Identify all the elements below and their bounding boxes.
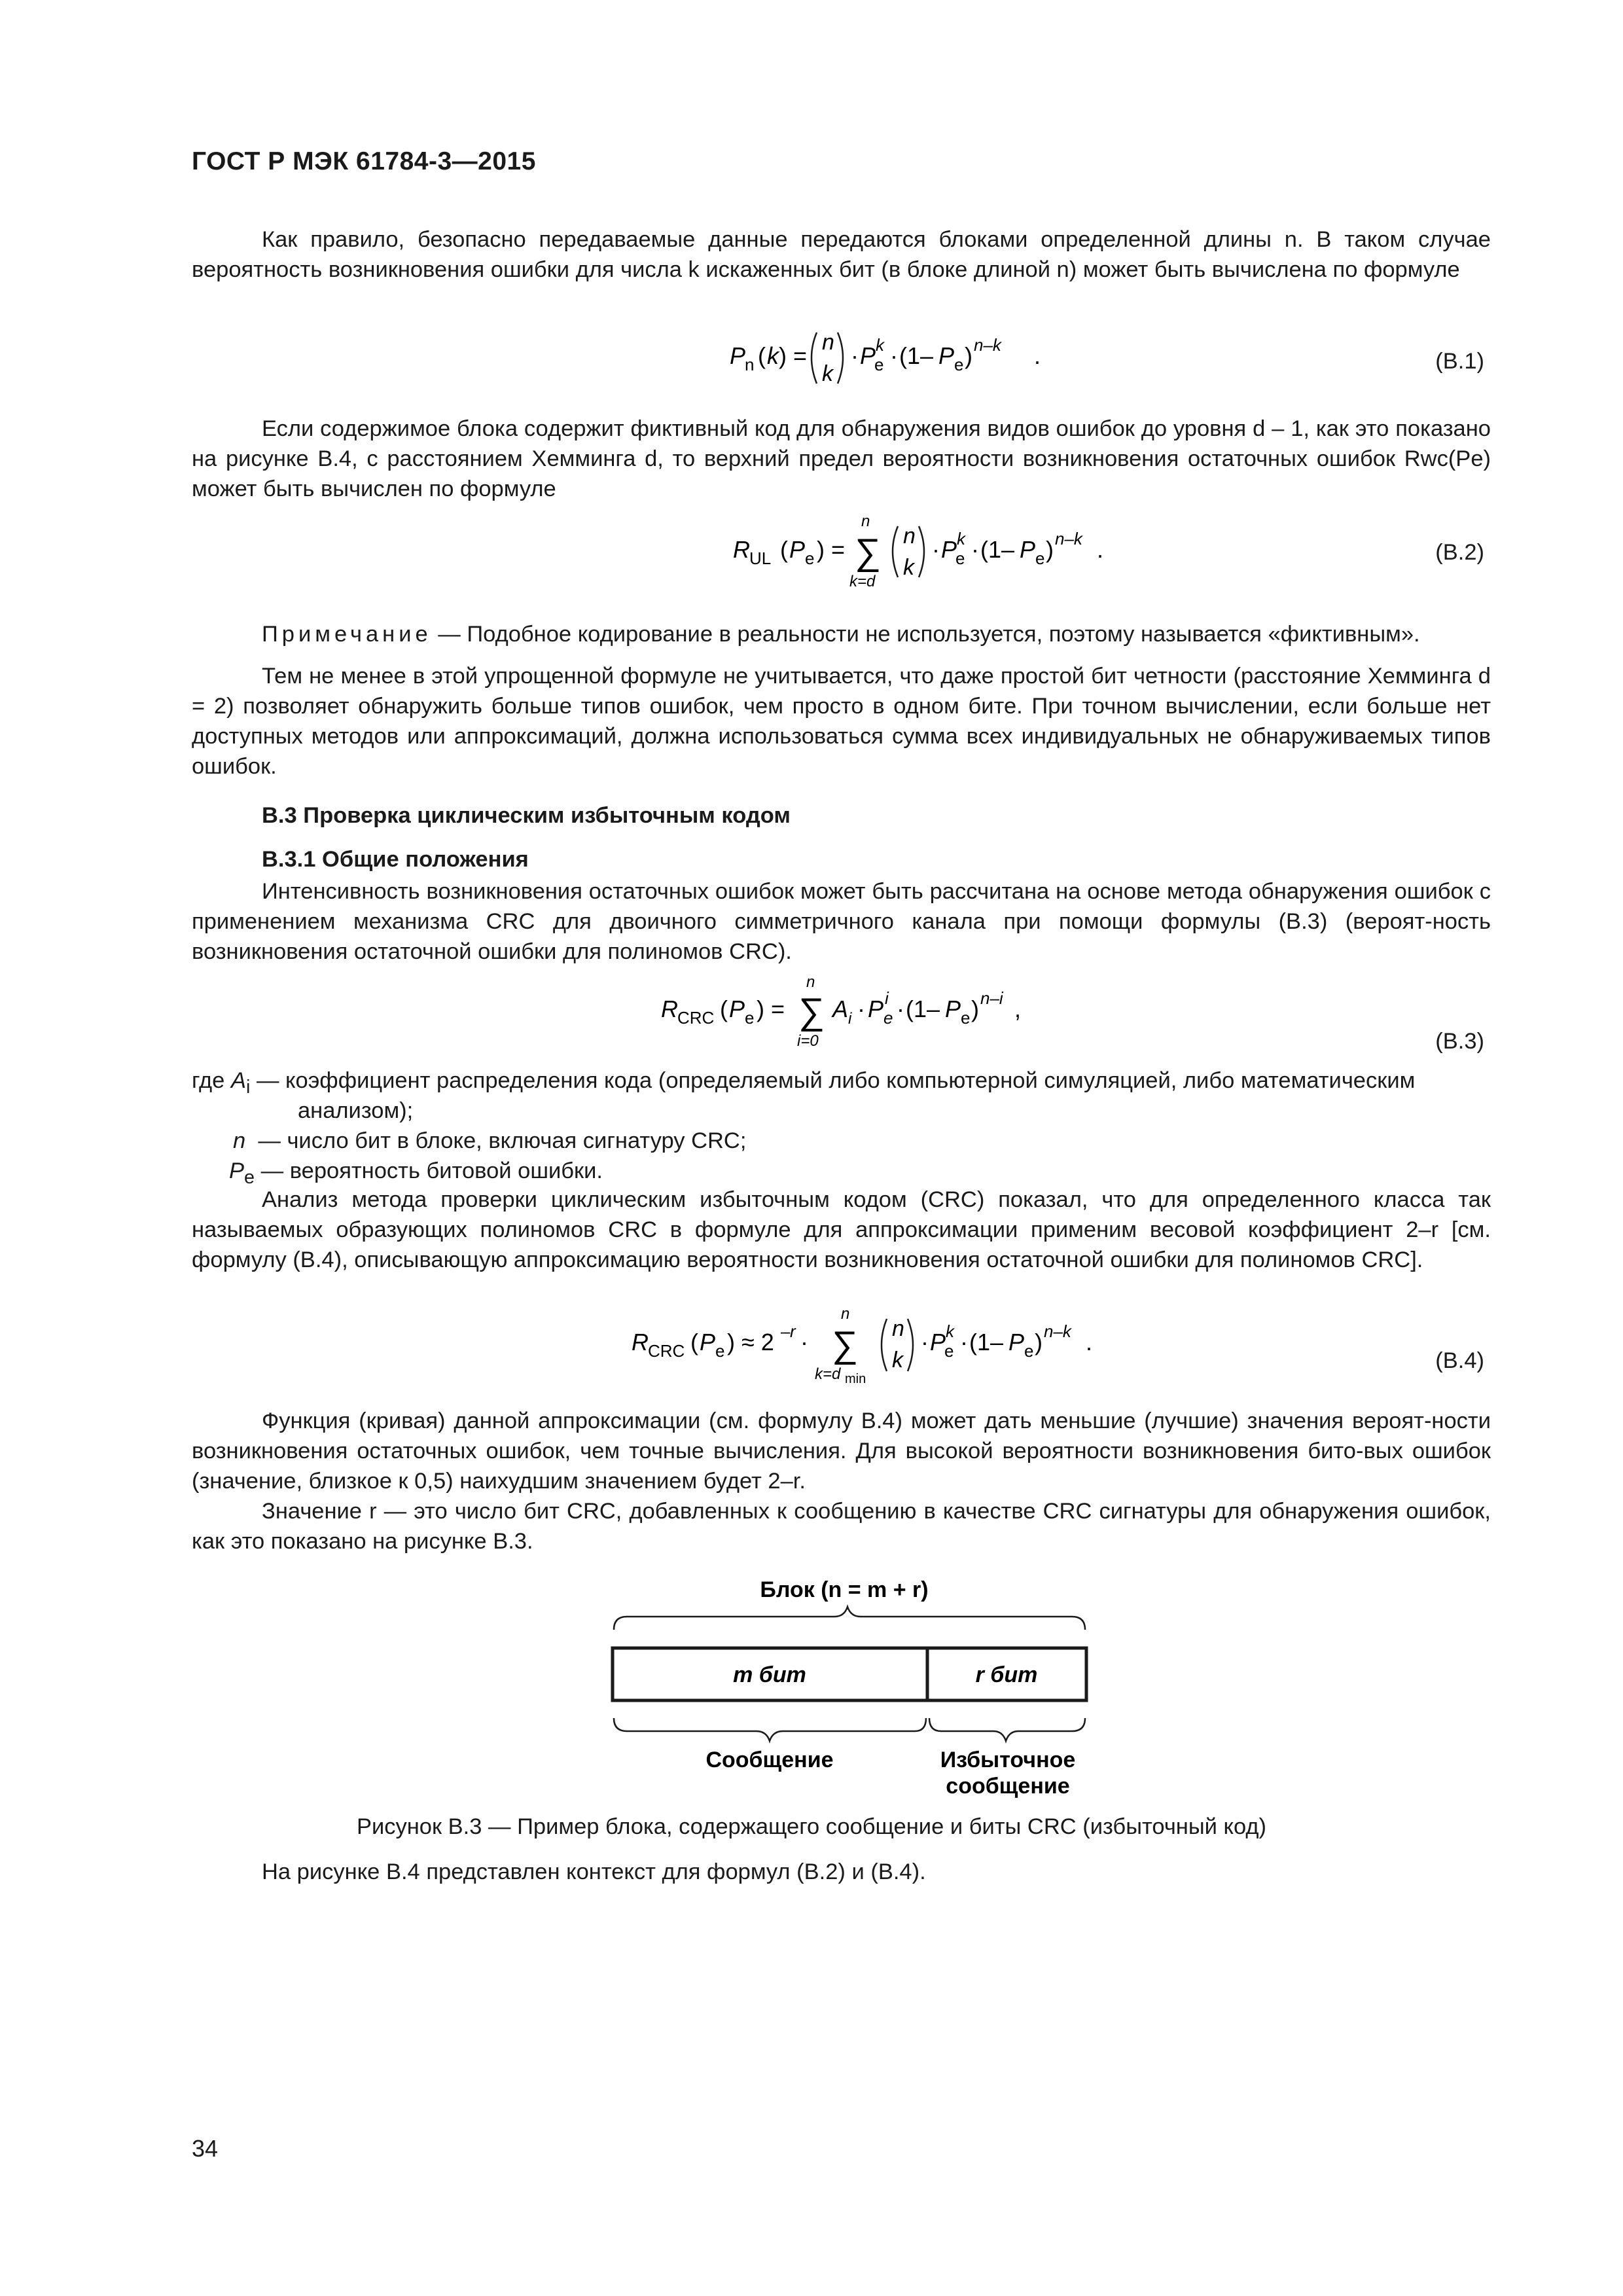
svg-text:e: e bbox=[954, 355, 964, 374]
svg-text:) =: ) = bbox=[757, 996, 785, 1022]
formula-b4 bbox=[632, 1306, 1103, 1391]
svg-text:n–k: n–k bbox=[1055, 529, 1082, 548]
redundant-label-line2: сообщение bbox=[946, 1774, 1070, 1799]
svg-text:n: n bbox=[892, 1316, 904, 1341]
svg-text:(: ( bbox=[758, 342, 766, 369]
svg-text:n–i: n–i bbox=[980, 988, 1003, 1008]
svg-text:): ) bbox=[1046, 536, 1054, 563]
svg-text:k: k bbox=[767, 342, 779, 369]
svg-text:n: n bbox=[841, 1306, 850, 1323]
svg-text:) =: ) = bbox=[779, 342, 808, 369]
svg-text:P: P bbox=[789, 536, 806, 563]
svg-text:·: · bbox=[960, 1329, 968, 1355]
svg-text:·: · bbox=[971, 536, 979, 563]
svg-text:e: e bbox=[883, 1008, 893, 1028]
redundant-brace bbox=[929, 1718, 1085, 1741]
section-heading-b3-1: B.3.1 Общие положения bbox=[262, 847, 529, 872]
formula-b2 bbox=[733, 512, 1126, 597]
svg-text:n: n bbox=[745, 355, 755, 374]
svg-text:P: P bbox=[730, 342, 746, 369]
m-bits-label: m бит bbox=[733, 1662, 806, 1687]
r-bits-label: r бит bbox=[975, 1662, 1038, 1687]
svg-text:n–k: n–k bbox=[1044, 1321, 1071, 1341]
svg-text:P: P bbox=[700, 1329, 716, 1355]
paragraph-7: Значение r — это число бит CRC, добавленных к сообщению в качестве CRC сигнатуры для обнаружения ошибок, как это показано на рисунке B.3. bbox=[192, 1499, 1491, 1554]
redundant-label-line1: Избыточное bbox=[940, 1748, 1076, 1772]
paragraph-5: Анализ метода проверки циклическим избыточным кодом (CRC) показал, что для определенного класса так называемых образующих полиномов CRC в формуле для аппроксимации применим весовой коэффициент 2–r [см. формулу (B.4), описывающую аппроксимацию вероятности возникновения остаточной ошибки для полиномов CRC]. bbox=[192, 1187, 1491, 1272]
svg-text:∑: ∑ bbox=[832, 1323, 858, 1365]
where-item-a: где $A_i$ — коэффициент распределения кода (определяемый либо компьютерной симуляцией, либо математическим bbox=[192, 1068, 1416, 1098]
top-brace bbox=[614, 1607, 1085, 1630]
svg-text:·: · bbox=[932, 536, 940, 563]
svg-text:P: P bbox=[941, 536, 957, 563]
svg-text:e: e bbox=[805, 548, 815, 568]
svg-text:): ) bbox=[965, 342, 972, 369]
svg-text:e: e bbox=[955, 548, 965, 568]
svg-text:i: i bbox=[885, 988, 889, 1008]
svg-text:∑: ∑ bbox=[798, 990, 825, 1031]
svg-text:k: k bbox=[957, 529, 965, 548]
svg-text:·: · bbox=[921, 1329, 929, 1355]
svg-text:P: P bbox=[860, 342, 876, 369]
where-item-n: n — число бит в блоке, включая сигнатуру CRC; bbox=[233, 1128, 747, 1153]
svg-text:P: P bbox=[1008, 1329, 1025, 1355]
svg-text:(: ( bbox=[780, 536, 788, 563]
where-item-a-cont: анализом); bbox=[298, 1098, 414, 1123]
svg-text:i: i bbox=[848, 1010, 852, 1028]
svg-text:UL: UL bbox=[749, 548, 772, 568]
svg-text:k: k bbox=[903, 555, 914, 580]
svg-text:·: · bbox=[800, 1329, 808, 1355]
svg-text:k: k bbox=[876, 335, 884, 355]
svg-text:.: . bbox=[1097, 536, 1104, 563]
equation-number-b2: (B.2) bbox=[1435, 540, 1484, 565]
svg-text:): ) bbox=[971, 996, 979, 1022]
svg-text:·: · bbox=[897, 996, 904, 1022]
standard-header: ГОСТ Р МЭК 61784-3—2015 bbox=[192, 147, 536, 175]
equation-number-b1: (B.1) bbox=[1435, 349, 1484, 374]
svg-text:k: k bbox=[822, 361, 833, 386]
message-label: Сообщение bbox=[705, 1748, 834, 1772]
svg-text:R: R bbox=[733, 536, 750, 563]
svg-text:) ≈ 2: ) ≈ 2 bbox=[727, 1329, 774, 1355]
svg-text:P: P bbox=[945, 996, 961, 1022]
svg-text:(1–: (1– bbox=[899, 342, 934, 369]
svg-text:k=d: k=d bbox=[815, 1365, 841, 1383]
svg-text:–: – bbox=[781, 1321, 791, 1341]
section-heading-b3: B.3 Проверка циклическим избыточным кодом bbox=[262, 803, 791, 828]
svg-text:k=d: k=d bbox=[849, 573, 876, 590]
paragraph-3: Тем не менее в этой упрощенной формуле не учитывается, что даже простой бит четности (расстояние Хемминга d = 2) позволяет обнаружить больше типов ошибок, чем просто в одном бите. При точном вычислении, если больше нет доступных методов или аппроксимаций, должна использоваться сумма всех индивидуальных не обнаруживаемых типов ошибок. bbox=[192, 664, 1491, 779]
equation-number-b3: (B.3) bbox=[1435, 1029, 1484, 1054]
svg-text:CRC: CRC bbox=[677, 1008, 715, 1028]
page-number: 34 bbox=[192, 2135, 219, 2162]
message-brace bbox=[614, 1718, 926, 1741]
svg-text:(1–: (1– bbox=[980, 536, 1015, 563]
svg-text:(: ( bbox=[690, 1329, 698, 1355]
svg-text:n–k: n–k bbox=[974, 335, 1001, 355]
svg-text:.: . bbox=[1086, 1329, 1093, 1355]
svg-text:P: P bbox=[930, 1329, 946, 1355]
svg-text:A: A bbox=[832, 996, 849, 1022]
equation-number-b4: (B.4) bbox=[1435, 1348, 1484, 1373]
svg-text:e: e bbox=[1035, 548, 1045, 568]
svg-text:i=0: i=0 bbox=[797, 1032, 819, 1050]
svg-text:·: · bbox=[857, 996, 865, 1022]
svg-text:·: · bbox=[851, 342, 859, 369]
svg-text:n: n bbox=[903, 524, 916, 548]
note: Примечание — Подобное кодирование в реальности не используется, поэтому называется «фиктивным». bbox=[262, 622, 1420, 647]
svg-text:(1–: (1– bbox=[969, 1329, 1004, 1355]
svg-text:): ) bbox=[1035, 1329, 1043, 1355]
svg-text:e: e bbox=[944, 1341, 954, 1361]
svg-text:.: . bbox=[1034, 342, 1041, 369]
paragraph-1: Как правило, безопасно передаваемые данные передаются блоками определенной длины n. В таком случае вероятность возникновения ошибки для числа k искаженных бит (в блоке длиной n) может быть вычислена по формуле bbox=[192, 227, 1491, 282]
svg-text:min: min bbox=[845, 1372, 866, 1386]
svg-text:e: e bbox=[961, 1008, 971, 1028]
svg-text:k: k bbox=[946, 1321, 954, 1341]
svg-text:r: r bbox=[790, 1321, 796, 1341]
svg-text:CRC: CRC bbox=[648, 1341, 685, 1361]
figure-caption: Рисунок B.3 — Пример блока, содержащего сообщение и биты CRC (избыточный код) bbox=[356, 1814, 1267, 1839]
svg-text:R: R bbox=[632, 1329, 649, 1355]
svg-text:P: P bbox=[729, 996, 745, 1022]
svg-text:e: e bbox=[1024, 1341, 1034, 1361]
svg-text:e: e bbox=[745, 1008, 755, 1028]
svg-text:e: e bbox=[874, 355, 884, 374]
svg-text:n: n bbox=[822, 330, 834, 355]
paragraph-4: Интенсивность возникновения остаточных ошибок может быть рассчитана на основе метода обнаружения ошибок с применением механизма CRC для двоичного симметричного канала при помощи формулы (B.3) (вероят-ность возникновения остаточной ошибки для полиномов CRC). bbox=[192, 879, 1491, 964]
svg-text:P: P bbox=[938, 342, 955, 369]
formula-b3 bbox=[661, 974, 1054, 1052]
paragraph-6: Функция (кривая) данной аппроксимации (см. формулу B.4) может дать меньшие (лучшие) значения вероят-ности возникновения остаточных ошибок, чем точные вычисления. Для высокой вероятности возникновения бито-вых ошибок (значение, близкое к 0,5) наихудшим значением будет 2–r. bbox=[192, 1408, 1491, 1494]
svg-text:) =: ) = bbox=[817, 536, 846, 563]
paragraph-8: На рисунке B.4 представлен контекст для формул (B.2) и (B.4). bbox=[262, 1859, 926, 1884]
svg-text:n: n bbox=[806, 974, 815, 991]
where-item-pe: $P_e$ — вероятность битовой ошибки. bbox=[229, 1158, 603, 1188]
svg-text:,: , bbox=[1014, 996, 1022, 1022]
figure-block-label: Блок (n = m + r) bbox=[760, 1577, 929, 1602]
svg-text:e: e bbox=[715, 1341, 725, 1361]
figure-b3-block-diagram bbox=[602, 1571, 1093, 1806]
svg-text:P: P bbox=[1020, 536, 1036, 563]
svg-text:∑: ∑ bbox=[855, 531, 881, 572]
svg-text:P: P bbox=[868, 996, 884, 1022]
formula-b1 bbox=[726, 321, 1067, 393]
svg-text:·: · bbox=[890, 342, 898, 369]
svg-text:(: ( bbox=[720, 996, 728, 1022]
svg-text:R: R bbox=[661, 996, 678, 1022]
svg-text:n: n bbox=[861, 512, 870, 530]
svg-text:(1–: (1– bbox=[906, 996, 940, 1022]
paragraph-2: Если содержимое блока содержит фиктивный код для обнаружения видов ошибок до уровня d – 1, как это показано на рисунке B.4, с расстоянием Хемминга d, то верхний предел вероятности возникновения остаточных ошибок Rwc(Pe) может быть вычислен по формуле bbox=[192, 416, 1491, 501]
svg-text:k: k bbox=[892, 1348, 903, 1372]
